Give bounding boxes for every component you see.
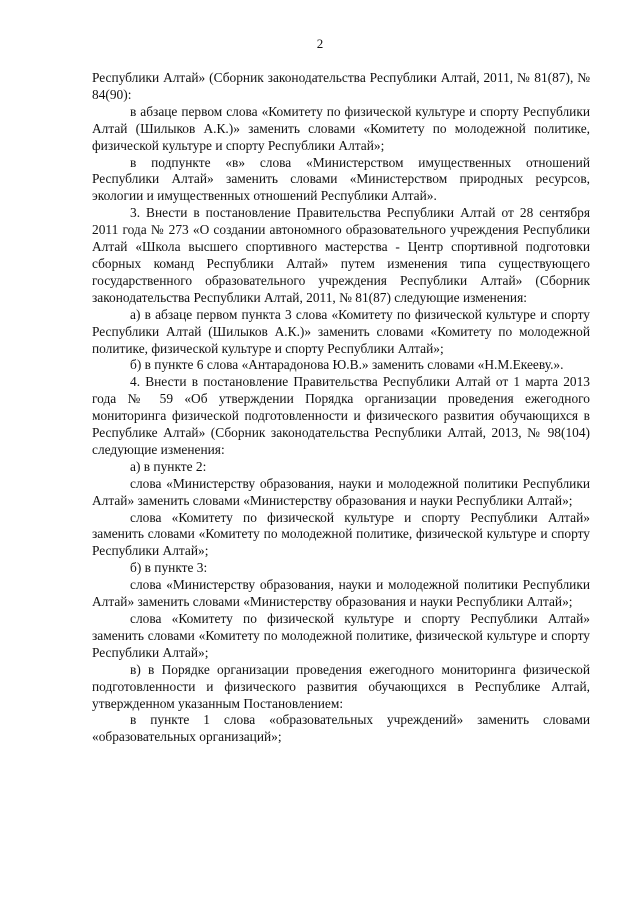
paragraph: слова «Министерству образования, науки и молодежной политики Республики Алтай» заменить словами «Министерству образования и науки Республики Алтай»; xyxy=(92,475,590,508)
paragraph: в абзаце первом слова «Комитету по физической культуре и спорту Республики Алтай (Шилыков А.К.)» заменить словами «Комитету по молодежной политике, физической культуре и спорту Республики Алтай»; xyxy=(92,103,590,153)
paragraph: слова «Министерству образования, науки и молодежной политики Республики Алтай» заменить словами «Министерству образования и науки Республики Алтай»; xyxy=(92,577,590,610)
paragraph: в пункте 1 слова «образовательных учреждений» заменить словами «образовательных организаций»; xyxy=(92,712,590,745)
paragraph: Республики Алтай» (Сборник законодательства Республики Алтай, 2011, № 81(87), № 84(90): xyxy=(92,70,590,102)
paragraph: слова «Комитету по физической культуре и спорту Республики Алтай» заменить словами «Комитету по молодежной политике, физической культуре и спорту Республики Алтай»; xyxy=(92,611,590,660)
page-number: 2 xyxy=(316,36,324,51)
paragraph: в подпункте «в» слова «Министерством имущественных отношений Республики Алтай» заменить словами «Министерством природных ресурсов, экологии и имущественных отношений Республики Алтай». xyxy=(92,154,590,204)
paragraph: слова «Комитету по физической культуре и спорту Республики Алтай» заменить словами «Комитету по молодежной политике, физической культуре и спорту Республики Алтай»; xyxy=(92,509,590,559)
paragraph: в) в Порядке организации проведения ежегодного мониторинга физической подготовленности и физического развития обучающихся в Республике Алтай, утвержденном указанным Постановлением: xyxy=(92,661,590,711)
paragraph: б) в пункте 6 слова «Антарадонова Ю.В.» заменить словами «Н.М.Екееву.». xyxy=(130,357,564,373)
document-body xyxy=(92,70,590,746)
paragraph: 3. Внести в постановление Правительства Республики Алтай от 28 сентября 2011 года № 273 «О создании автономного образовательного учреждения Республики Алтай «Школа высшего спортивного мастерства - Центр спортивной подготовки сборных команд Республики Алтай» путем изменения типа существующего государственного образовательного учреждения Республики Алтай» (Сборник законодательства Республики Алтай, 2011, № 81(87) следующие изменения: xyxy=(92,205,590,305)
paragraph: 4. Внести в постановление Правительства Республики Алтай от 1 марта 2013 года № 59 «Об утверждении Порядка организации проведения ежегодного мониторинга физической подготовленности и физического развития обучающихся в Республике Алтай» (Сборник законодательства Республики Алтай, 2013, № 98(104) следующие изменения: xyxy=(92,374,590,457)
paragraph: а) в абзаце первом пункта 3 слова «Комитету по физической культуре и спорту Республики Алтай (Шилыков А.К.)» заменить словами «Комитету по молодежной политике, физической культуре и спорту Республики Алтай»; xyxy=(92,306,590,356)
paragraph: б) в пункте 3: xyxy=(130,560,208,576)
paragraph: а) в пункте 2: xyxy=(130,458,207,474)
